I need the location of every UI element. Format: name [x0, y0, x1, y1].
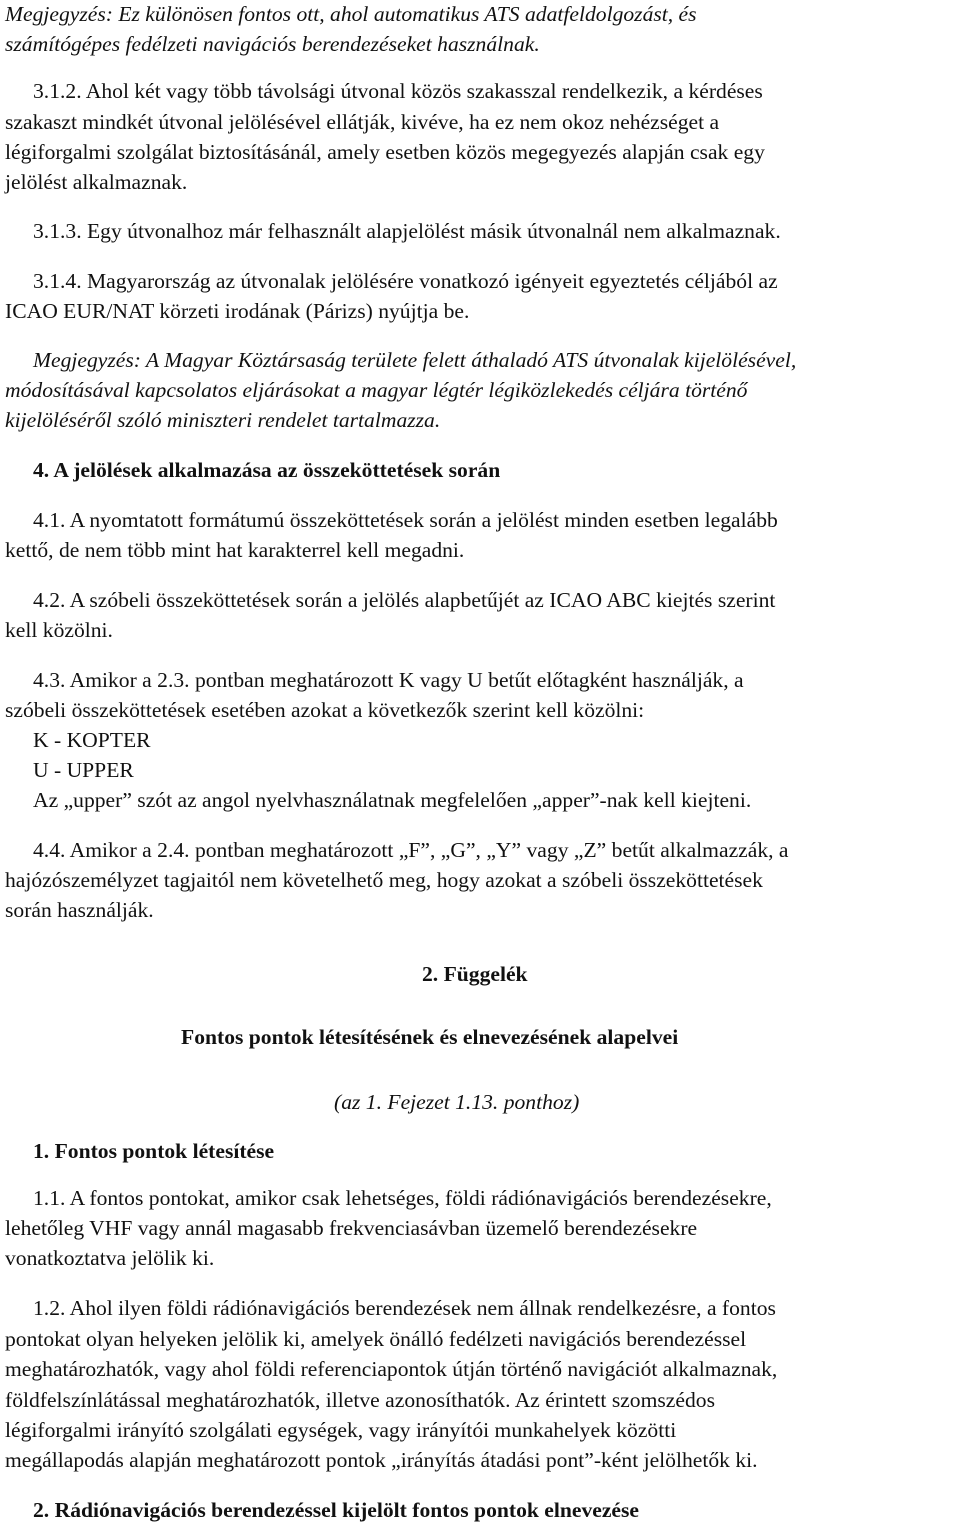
section-heading: 4. A jelölések alkalmazása az összeköttetések során [33, 458, 501, 482]
appendix-subtitle: Fontos pontok létesítésének és elnevezésének alapelvei [181, 1025, 679, 1049]
paragraph-line: kell közölni. [5, 618, 113, 642]
paragraph-line: jelölést alkalmaznak. [5, 170, 188, 194]
note-line: Megjegyzés: A Magyar Köztársaság területe felett áthaladó ATS útvonalak kijelölésével, [33, 348, 797, 372]
note-line: számítógépes fedélzeti navigációs berendezéseket használnak. [5, 32, 540, 56]
section-heading: 2. Rádiónavigációs berendezéssel kijelölt fontos pontok elnevezése [33, 1498, 639, 1522]
paragraph-line: 4.1. A nyomtatott formátumú összeköttetések során a jelölést minden esetben legalább [33, 508, 778, 532]
paragraph-line: 1.2. Ahol ilyen földi rádiónavigációs berendezések nem állnak rendelkezésre, a fontos [33, 1296, 776, 1320]
paragraph-line: pontokat olyan helyeken jelölik ki, amelyek önálló fedélzeti navigációs berendezéssel [5, 1327, 747, 1351]
section-heading: 1. Fontos pontok létesítése [33, 1139, 275, 1163]
paragraph-line: 1.1. A fontos pontokat, amikor csak lehetséges, földi rádiónavigációs berendezésekre, [33, 1186, 772, 1210]
paragraph-line: 4.2. A szóbeli összeköttetések során a jelölés alapbetűjét az ICAO ABC kiejtés szerint [33, 588, 776, 612]
list-item: K - KOPTER [33, 728, 151, 752]
paragraph-line: során használják. [5, 898, 154, 922]
note-line: Megjegyzés: Ez különösen fontos ott, ahol automatikus ATS adatfeldolgozást, és [5, 2, 697, 26]
paragraph-line: 4.4. Amikor a 2.4. pontban meghatározott „F”, „G”, „Y” vagy „Z” betűt alkalmazzák, a [33, 838, 789, 862]
appendix-reference: (az 1. Fejezet 1.13. ponthoz) [334, 1090, 580, 1114]
paragraph-line: szakaszt mindkét útvonal jelölésével ellátják, kivéve, ha ez nem okoz nehézséget a [5, 110, 720, 134]
note-line: kijelöléséről szóló miniszteri rendelet tartalmazza. [5, 408, 441, 432]
paragraph-line: földfelszínlátással meghatározhatók, illetve azonosíthatók. Az érintett szomszédos [5, 1388, 715, 1412]
paragraph-line: kettő, de nem több mint hat karakterrel kell megadni. [5, 538, 465, 562]
note-line: módosításával kapcsolatos eljárásokat a magyar légtér légiközlekedés céljára történő [5, 378, 748, 402]
paragraph-line: 3.1.4. Magyarország az útvonalak jelölésére vonatkozó igényeit egyeztetés céljából az [33, 269, 778, 293]
paragraph-line: megállapodás alapján meghatározott pontok „irányítás átadási pont”-ként jelölhetők ki. [5, 1448, 758, 1472]
paragraph-line: hajózószemélyzet tagjaitól nem követelhető meg, hogy azokat a szóbeli összeköttetések [5, 868, 763, 892]
paragraph-line: légiforgalmi irányító szolgálati egységek, vagy irányítói munkahelyek közötti [5, 1418, 677, 1442]
paragraph-line: 3.1.2. Ahol két vagy több távolsági útvonal közös szakasszal rendelkezik, a kérdéses [33, 79, 763, 103]
paragraph-line: vonatkoztatva jelölik ki. [5, 1246, 215, 1270]
paragraph-line: meghatározhatók, vagy ahol földi referenciapontok útján történő navigációt alkalmaznak, [5, 1357, 778, 1381]
paragraph-line: Az „upper” szót az angol nyelvhasználatnak megfelelően „apper”-nak kell kiejteni. [33, 788, 752, 812]
paragraph-line: 3.1.3. Egy útvonalhoz már felhasznált alapjelölést másik útvonalnál nem alkalmaznak. [33, 219, 781, 243]
paragraph-line: lehetőleg VHF vagy annál magasabb frekvenciasávban üzemelő berendezésekre [5, 1216, 698, 1240]
paragraph-line: ICAO EUR/NAT körzeti irodának (Párizs) nyújtja be. [5, 299, 470, 323]
paragraph-line: 4.3. Amikor a 2.3. pontban meghatározott K vagy U betűt előtagként használják, a [33, 668, 744, 692]
paragraph-line: szóbeli összeköttetések esetében azokat a következők szerint kell közölni: [5, 698, 645, 722]
appendix-title: 2. Függelék [422, 962, 528, 986]
paragraph-line: légiforgalmi szolgálat biztosításánál, amely esetben közös megegyezés alapján csak egy [5, 140, 765, 164]
list-item: U - UPPER [33, 758, 134, 782]
